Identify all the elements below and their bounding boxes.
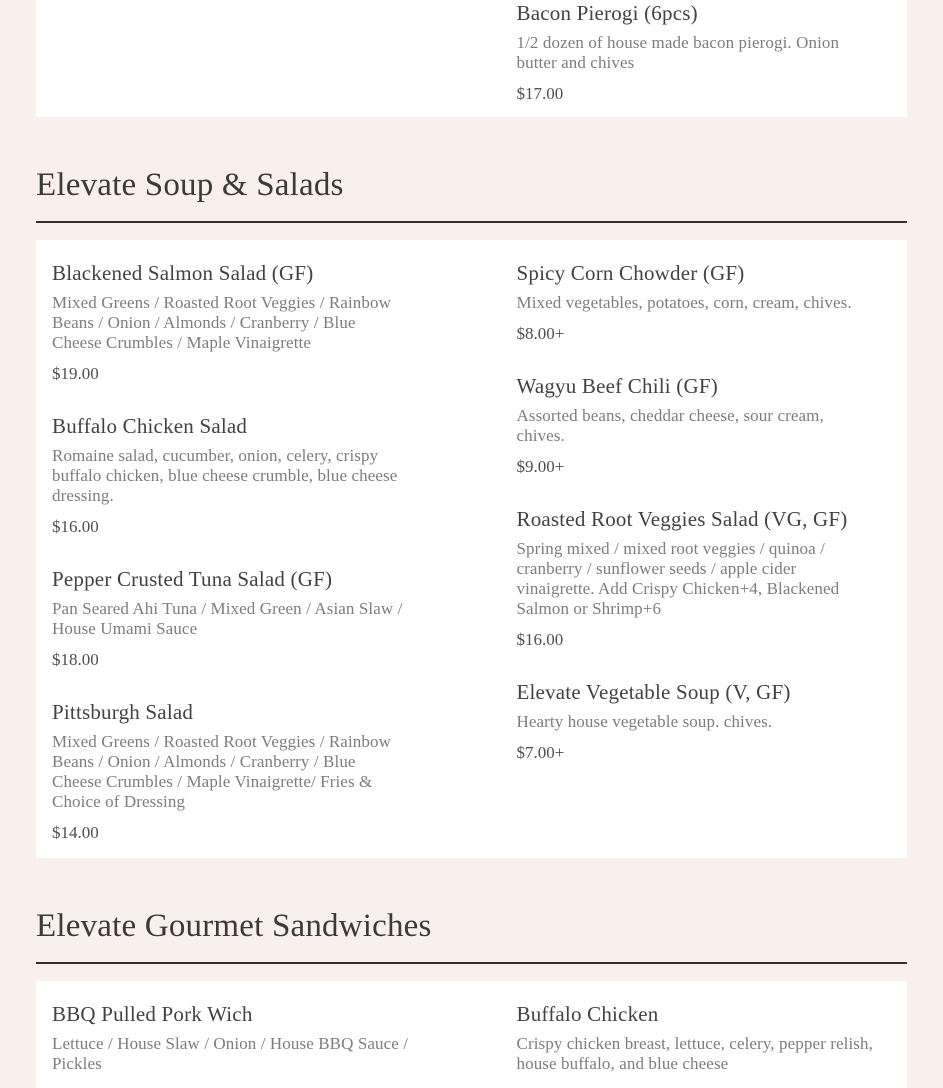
menu-card-gourmet-sandwiches [36,981,907,1088]
menu-item-title: Elevate Vegetable Soup (V, GF) [516,680,791,704]
menu-item-title: Buffalo Chicken Salad [52,414,248,438]
menu-item-price: $16.00 [516,630,564,649]
menu-item [517,506,892,651]
menu-column-left [52,1001,427,1084]
menu-item [52,1001,427,1074]
menu-card-soup-salads [36,240,907,858]
menu-item [52,566,427,671]
menu-item-price: $7.00+ [516,743,565,762]
menu-page [36,0,907,1088]
menu-item-price: $16.00 [52,517,99,536]
menu-item-description: Mixed vegetables, potatoes, corn, cream, chives. [516,293,852,312]
menu-column-right [517,260,892,844]
menu-item [517,679,892,764]
menu-item-description: Pan Seared Ahi Tuna / Mixed Green / Asian Slaw / House Umami Sauce [52,599,403,638]
menu-item-price: $18.00 [52,650,99,669]
menu-item-title: Pittsburgh Salad [52,700,194,724]
menu-item-price: $8.00+ [516,324,565,343]
menu-card-partial-top [36,0,907,117]
menu-item [517,373,892,478]
menu-item-title: Pepper Crusted Tuna Salad (GF) [52,567,333,591]
menu-item-title: Roasted Root Veggies Salad (VG, GF) [516,507,848,531]
section-divider [36,962,907,964]
menu-item-description: Lettuce / House Slaw / Onion / House BBQ Sauce / Pickles [52,1034,409,1073]
menu-item-price: $19.00 [52,364,99,383]
menu-column-right [517,1001,892,1084]
menu-item-title: Bacon Pierogi (6pcs) [516,1,698,25]
menu-item-description: Spring mixed / mixed root veggies / quinoa / cranberry / sunflower seeds / apple cider vinaigrette. Add Crispy Chicken+4, Blackened Salmon or Shrimp+6 [516,539,840,618]
menu-item-title: Wagyu Beef Chili (GF) [516,374,718,398]
menu-column-right [517,0,892,105]
menu-item [52,413,427,538]
menu-item-description: Hearty house vegetable soup. chives. [516,712,773,731]
menu-item [52,260,427,385]
menu-item [52,699,427,844]
menu-item [517,1001,892,1074]
section-heading-gourmet-sandwiches: Elevate Gourmet Sandwiches [36,908,432,944]
menu-item-description: Mixed Greens / Roasted Root Veggies / Rainbow Beans / Onion / Almonds / Cranberry / Blue Cheese Crumbles / Maple Vinaigrette [52,293,391,352]
menu-column-left [52,0,427,105]
menu-item-title: Blackened Salmon Salad (GF) [52,261,314,285]
menu-item-description: Assorted beans, cheddar cheese, sour cream, chives. [516,406,824,445]
menu-item-description: Mixed Greens / Roasted Root Veggies / Rainbow Beans / Onion / Almonds / Cranberry / Blue Cheese Crumbles / Maple Vinaigrette/ Fries & Choice of Dressing [52,732,391,811]
menu-item-price: $9.00+ [516,457,565,476]
menu-item-price: $17.00 [516,84,564,103]
menu-item-description: Crispy chicken breast, lettuce, celery, pepper relish, house buffalo, and blue cheese [516,1034,873,1073]
menu-item-title: Buffalo Chicken [516,1002,659,1026]
section-heading-soup-salads: Elevate Soup & Salads [36,167,344,203]
menu-item [517,0,892,105]
section-divider [36,221,907,223]
menu-item-description: 1/2 dozen of house made bacon pierogi. Onion butter and chives [516,33,840,72]
menu-item [517,260,892,345]
menu-item-description: Romaine salad, cucumber, onion, celery, crispy buffalo chicken, blue cheese crumble, blue cheese dressing. [52,446,398,505]
menu-column-left [52,260,427,844]
menu-item-price: $14.00 [52,823,99,842]
menu-item-title: Spicy Corn Chowder (GF) [516,261,745,285]
menu-item-title: BBQ Pulled Pork Wich [52,1002,253,1026]
